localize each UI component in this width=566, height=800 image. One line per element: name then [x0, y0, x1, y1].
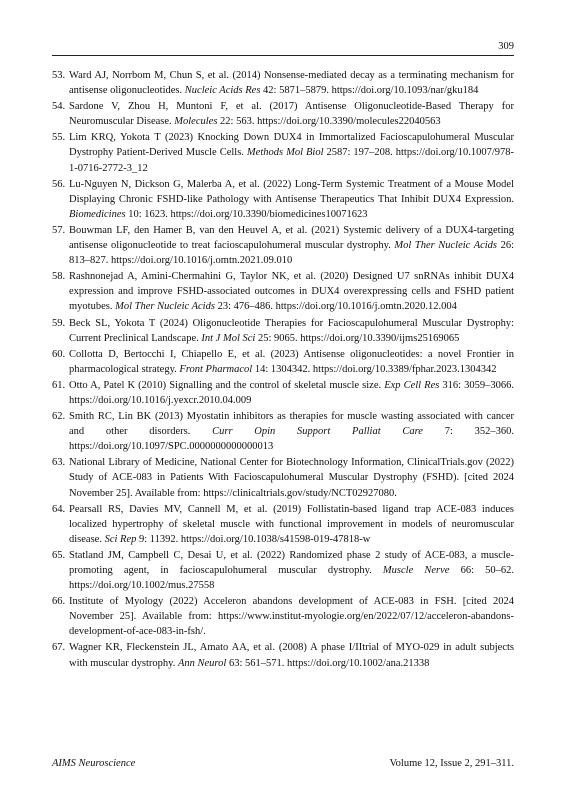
reference-number: 65. [52, 549, 66, 561]
reference-journal: Sci Rep [104, 533, 137, 545]
reference-number: 64. [52, 503, 66, 515]
reference-volume-doi: 66: 50–62. https://doi.org/10.1002/mus.27558 [69, 565, 514, 592]
reference-journal: Molecules [174, 116, 218, 128]
reference-citation: Lu-Nguyen N, Dickson G, Malerba A, et al. (2022) Long-Term Systemic Treatment of a Mouse Model Displaying Chronic FSHD-like Pathology with Antisense Therapeutics That Inhibit DUX4 Expression. [69, 178, 514, 205]
reference-citation: Ward AJ, Norrbom M, Chun S, et al. (2014) Nonsense-mediated decay as a terminating mechanism for antisense oligonucleotides. [69, 70, 514, 97]
reference-volume-doi: 2587: 197–208. https://doi.org/10.1007/978-1-0716-2772-3_12 [69, 147, 514, 174]
reference-volume-doi: 7: 352–360. https://doi.org/10.1097/SPC.0000000000000013 [69, 426, 515, 453]
reference-number: 58. [52, 271, 66, 283]
reference-volume-doi: 63: 561–571. https://doi.org/10.1002/ana.21338 [228, 657, 430, 669]
reference-journal: Muscle Nerve [382, 565, 450, 576]
reference-citation: Pearsall RS, Davies MV, Cannell M, et al. (2019) Follistatin-based ligand trap ACE-083 induces localized hypertrophy of skeletal muscle with functional improvement in models of neuromuscular disease. [69, 503, 514, 545]
reference-citation: Otto A, Patel K (2010) Signalling and the control of skeletal muscle size. [69, 379, 382, 391]
reference-item [52, 594, 514, 639]
reference-citation: National Library of Medicine, National Center for Biotechnology Information, ClinicalTrials.gov (2022) Study of ACE-083 in Patients With Facioscapulohumeral Muscular Dystrophy (FSHD). [cited 2024 November 25]. Available from: https://clinicaltrials.gov/study/NCT02927080. [69, 457, 514, 499]
reference-item [52, 99, 514, 129]
reference-citation: Statland JM, Campbell C, Desai U, et al. (2022) Randomized phase 2 study of ACE-083, a muscle-promoting agent, in facioscapulohumeral muscular dystrophy. [69, 549, 514, 576]
reference-journal: Biomedicines [69, 208, 126, 220]
reference-volume-doi: 10: 1623. https://doi.org/10.3390/biomedicines10071623 [128, 208, 368, 220]
reference-item [52, 316, 514, 346]
reference-volume-doi: 316: 3059–3066. https://doi.org/10.1016/j.yexcr.2010.04.009 [69, 379, 515, 406]
reference-item [52, 378, 514, 408]
reference-item [52, 269, 514, 314]
reference-number: 54. [52, 101, 66, 113]
reference-item [52, 409, 514, 454]
reference-number: 66. [52, 596, 66, 608]
reference-number: 61. [52, 379, 66, 391]
reference-journal: Front Pharmacol [179, 363, 253, 375]
reference-number: 55. [52, 132, 66, 144]
reference-number: 63. [52, 457, 66, 469]
reference-number: 67. [52, 642, 66, 654]
reference-journal: Mol Ther Nucleic Acids [115, 301, 215, 313]
reference-citation: Lim KRQ, Yokota T (2023) Knocking Down DUX4 in Immortalized Facioscapulohumeral Muscular Dystrophy Patient-Derived Muscle Cells. [69, 132, 514, 159]
reference-journal: Nucleic Acids Res [184, 85, 261, 97]
reference-journal: Curr Opin Support Palliat Care [212, 426, 423, 438]
reference-citation: Institute of Myology (2022) Acceleron abandons development of ACE-083 in FSH. [cited 2024 November 25]. Available from: https://www.institut-myologie.org/en/2022/07/12/acceleron-abandons-development-of-ace-083-in-fsh/. [69, 596, 514, 638]
reference-journal: Ann Neurol [177, 657, 227, 669]
reference-number: 59. [52, 317, 66, 329]
reference-item [52, 223, 514, 268]
reference-number: 53. [52, 70, 66, 81]
page-number: 309 [498, 41, 514, 52]
reference-number: 62. [52, 411, 66, 423]
reference-volume-doi: 42: 5871–5879. https://doi.org/10.1093/nar/gku184 [263, 85, 479, 97]
reference-volume-doi: 23: 476–486. https://doi.org/10.1016/j.omtn.2020.12.004 [217, 301, 457, 313]
reference-item [52, 177, 514, 222]
reference-volume-doi: 9: 11392. https://doi.org/10.1038/s41598-019-47818-w [138, 533, 371, 545]
reference-item [52, 548, 514, 593]
reference-citation: Rashnonejad A, Amini-Chermahini G, Taylor NK, et al. (2020) Designed U7 snRNAs inhibit DUX4 expression and improve FSHD-associated outcomes in DUX4 overexpressing cells and FSHD patient myotubes. [69, 271, 514, 313]
reference-item [52, 502, 514, 547]
reference-number: 57. [52, 224, 66, 236]
reference-citation: Smith RC, Lin BK (2013) Myostatin inhibitors as therapies for muscle wasting associated with cancer and other disorders. [69, 411, 514, 438]
reference-journal: Exp Cell Res [384, 379, 440, 391]
reference-volume-doi: 26: 813–827. https://doi.org/10.1016/j.omtn.2021.09.010 [69, 240, 515, 267]
reference-item [52, 130, 514, 175]
reference-item [52, 68, 514, 98]
reference-number: 60. [52, 348, 66, 360]
reference-citation: Wagner KR, Fleckenstein JL, Amato AA, et al. (2008) A phase I/IItrial of MYO-029 in adult subjects with muscular dystrophy. [69, 642, 514, 669]
reference-citation: Collotta D, Bertocchi I, Chiapello E, et al. (2023) Antisense oligonucleotides: a novel Frontier in pharmacological strategy. [69, 348, 514, 375]
reference-citation: Beck SL, Yokota T (2024) Oligonucleotide Therapies for Facioscapulohumeral Muscular Dystrophy: Current Preclinical Landscape. [69, 317, 514, 344]
reference-item [52, 455, 514, 500]
reference-journal: Mol Ther Nucleic Acids [394, 240, 498, 252]
footer-volume: Volume 12, Issue 2, 291–311. [389, 758, 514, 769]
reference-citation: Sardone V, Zhou H, Muntoni F, et al. (2017) Antisense Oligonucleotide-Based Therapy for Neuromuscular Disease. [69, 101, 514, 128]
header-rule [52, 55, 514, 56]
reference-number: 56. [52, 178, 66, 190]
footer-journal: AIMS Neuroscience [52, 758, 136, 769]
reference-item [52, 347, 514, 377]
reference-journal: Methods Mol Biol [246, 147, 324, 159]
reference-list [52, 68, 514, 672]
reference-volume-doi: 22: 563. https://doi.org/10.3390/molecules22040563 [220, 116, 441, 128]
reference-item [52, 640, 514, 670]
reference-volume-doi: 14: 1304342. https://doi.org/10.3389/fphar.2023.1304342 [254, 363, 497, 375]
reference-journal: Int J Mol Sci [201, 332, 256, 344]
reference-volume-doi: 25: 9065. https://doi.org/10.3390/ijms25169065 [257, 332, 460, 344]
reference-citation: Bouwman LF, den Hamer B, van den Heuvel A, et al. (2021) Systemic delivery of a DUX4-targeting antisense oligonucleotide to treat facioscapulohumeral muscular dystrophy. [69, 224, 514, 252]
